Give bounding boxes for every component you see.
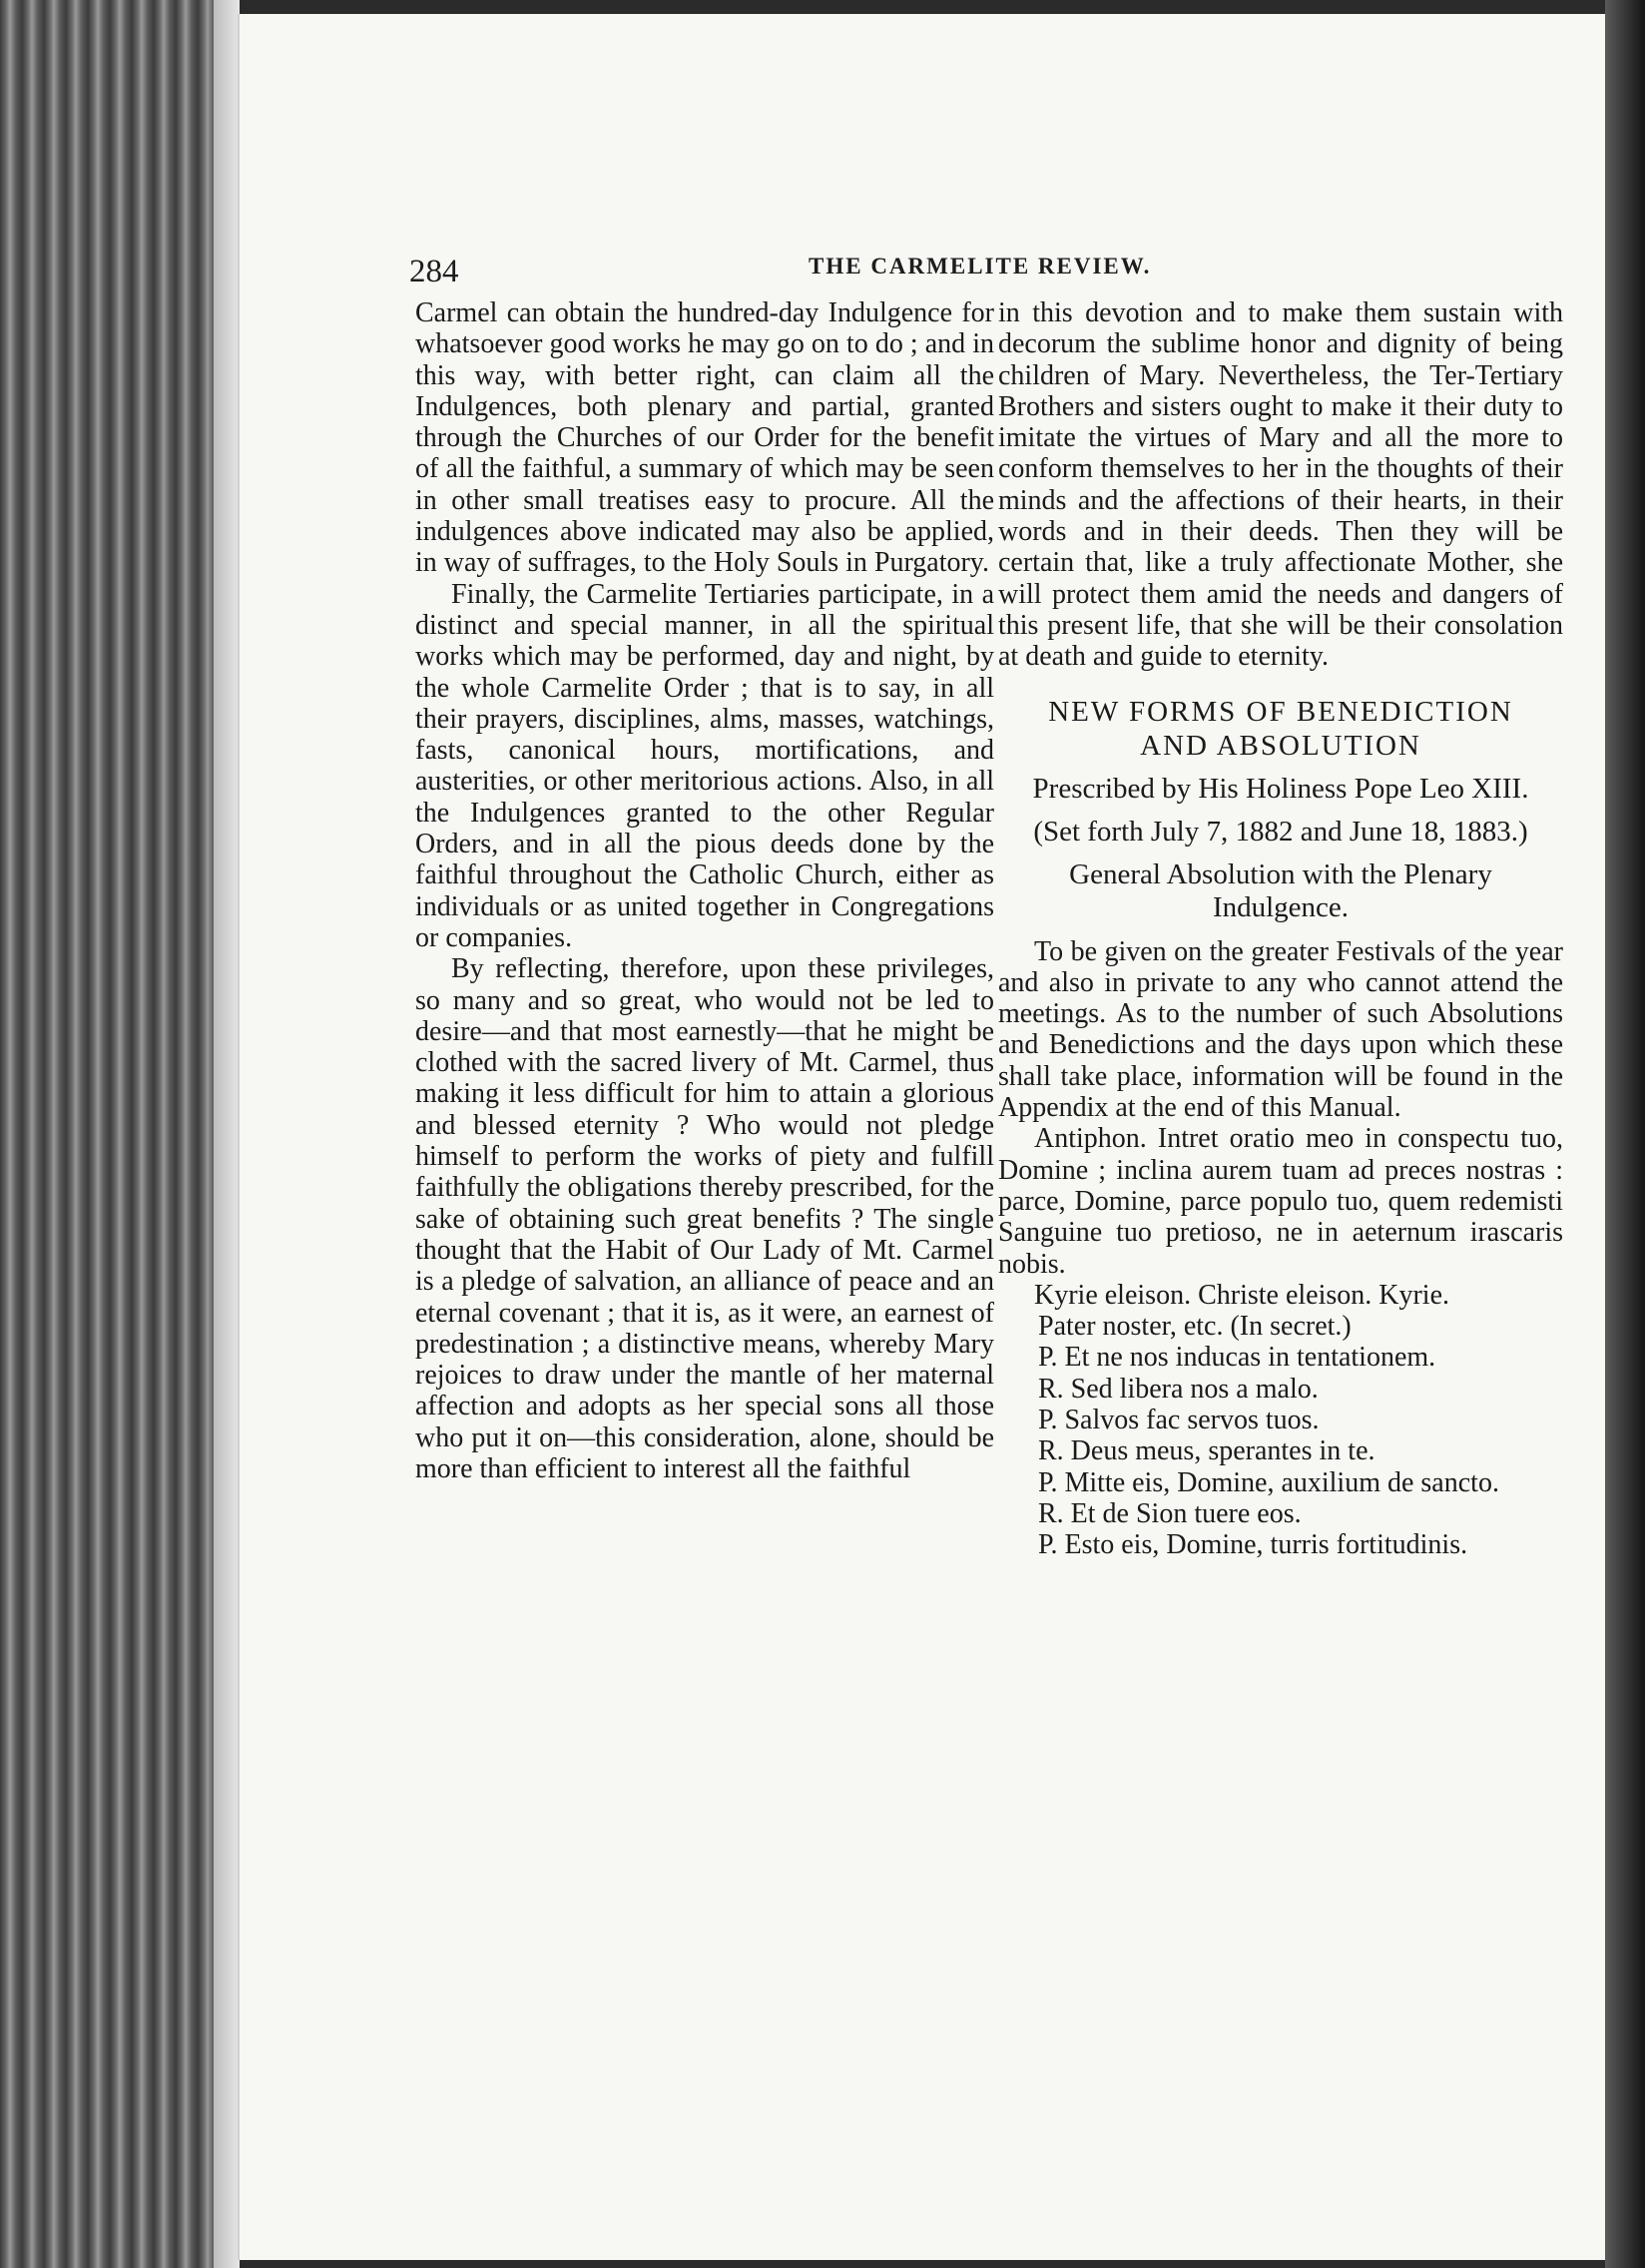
- page-number: 284: [409, 254, 459, 289]
- versicle-line: R. Deus meus, sperantes in te.: [1038, 1435, 1375, 1467]
- versicle-line: P. Mitte eis, Domine, auxilium de sancto.: [1038, 1466, 1499, 1498]
- paragraph-tertiaries: Finally, the Carmelite Tertiaries participate, in a distinct and special manner, in all the spiritual works which may be performed, day and night, by the whole Carmelite Order ; that is to say, in all their prayers, disciplines, alms, masses, watchings, fasts, canonical hours, mortifications, and austerities, or other meritorious actions. Also, in all the Indulgences granted to the other Regular Orders, and in all the pious deeds done by the faithful throughout the Catholic Church, either as individuals or as united together in Congregations or companies.: [415, 578, 994, 953]
- article-heading-line1: NEW FORMS OF BENEDICTION: [1048, 695, 1513, 728]
- prescribed-by: Prescribed by His Holiness Pope Leo XIII.: [1032, 772, 1529, 805]
- paragraph-continuation: Carmel can obtain the hundred-day Indulgence for whatsoever good works he may go on to do ; and in this way, with better right, can claim all the Indulgences, both plenary and partial, granted through the Churches of our Order for the benefit of all the faithful, a summary of which may be seen in other small treatises easy to procure. All the indulgences above indicated may also be applied, in way of suffrages, to the Holy Souls in Purgatory.: [415, 297, 994, 579]
- article-heading: [998, 695, 1563, 763]
- kyrie-line: Kyrie eleison. Christe eleison. Kyrie.: [1034, 1279, 1450, 1311]
- left-column: [415, 297, 994, 1484]
- versicle-line: P. Esto eis, Domine, turris fortitudinis.: [1038, 1529, 1468, 1561]
- article-heading-line2: AND ABSOLUTION: [1140, 729, 1421, 762]
- versicle-line: R. Et de Sion tuere eos.: [1038, 1497, 1302, 1529]
- page-shadow: [1605, 0, 1645, 2268]
- versicle-line: P. Et ne nos inducas in tentationem.: [1038, 1342, 1436, 1374]
- section-title: General Absolution with the Plenary Indulgence.: [1069, 857, 1492, 923]
- right-column: [998, 297, 1563, 1561]
- antiphon-paragraph: Antiphon. Intret oratio meo in conspectu tuo, Domine ; inclina aurem tuam ad preces nostras : parce, Domine, parce populo tuo, quem redemisti Sanguine tuo pretioso, ne in aeternum irascaris nobis.: [998, 1123, 1563, 1280]
- paragraph-continuation-right: in this devotion and to make them sustain with decorum the sublime honor and dignity of being children of Mary. Nevertheless, the Ter-Tertiary Brothers and sisters ought to make it their duty to imitate the virtues of Mary and all the more to conform themselves to her in the thoughts of their minds and the affections of their hearts, in their words and in their deeds. Then they will be certain that, like a truly affectionate Mother, she will protect them amid the needs and dangers of this present life, that she will be their consolation at death and guide to eternity.: [998, 297, 1563, 673]
- pater-line: Pater noster, etc. (In secret.): [1038, 1311, 1352, 1343]
- versicle-line: R. Sed libera nos a malo.: [1038, 1373, 1319, 1405]
- book-binding-edge: [0, 0, 240, 2268]
- paragraph-reflecting: By reflecting, therefore, upon these privileges, so many and so great, who would not be led to desire—and that most earnestly—that he might be clothed with the sacred livery of Mt. Carmel, thus making it less difficult for him to attain a glorious and blessed eternity ? Who would not pledge himself to perform the works of piety and fulfill faithfully the obligations thereby prescribed, for the sake of obtaining such great benefits ? The single thought that the Habit of Our Lady of Mt. Carmel is a pledge of salvation, an alliance of peace and an eternal covenant ; that it is, as it were, an earnest of predestination ; a distinctive means, whereby Mary rejoices to draw under the mantle of her maternal affection and adopts as her special sons all those who put it on—this consideration, alone, should be more than efficient to interest all the faithful: [415, 953, 994, 1484]
- running-head: [409, 246, 1577, 295]
- journal-title: THE CARMELITE REVIEW.: [809, 254, 1152, 279]
- set-forth-dates: (Set forth July 7, 1882 and June 18, 1883.): [1033, 815, 1528, 848]
- versicle-line: P. Salvos fac servos tuos.: [1038, 1405, 1320, 1436]
- instruction-paragraph: To be given on the greater Festivals of the year and also in private to any who cannot attend the meetings. As to the number of such Absolutions and Benedictions and the days upon which these shall take place, information will be found in the Appendix at the end of this Manual.: [998, 935, 1563, 1124]
